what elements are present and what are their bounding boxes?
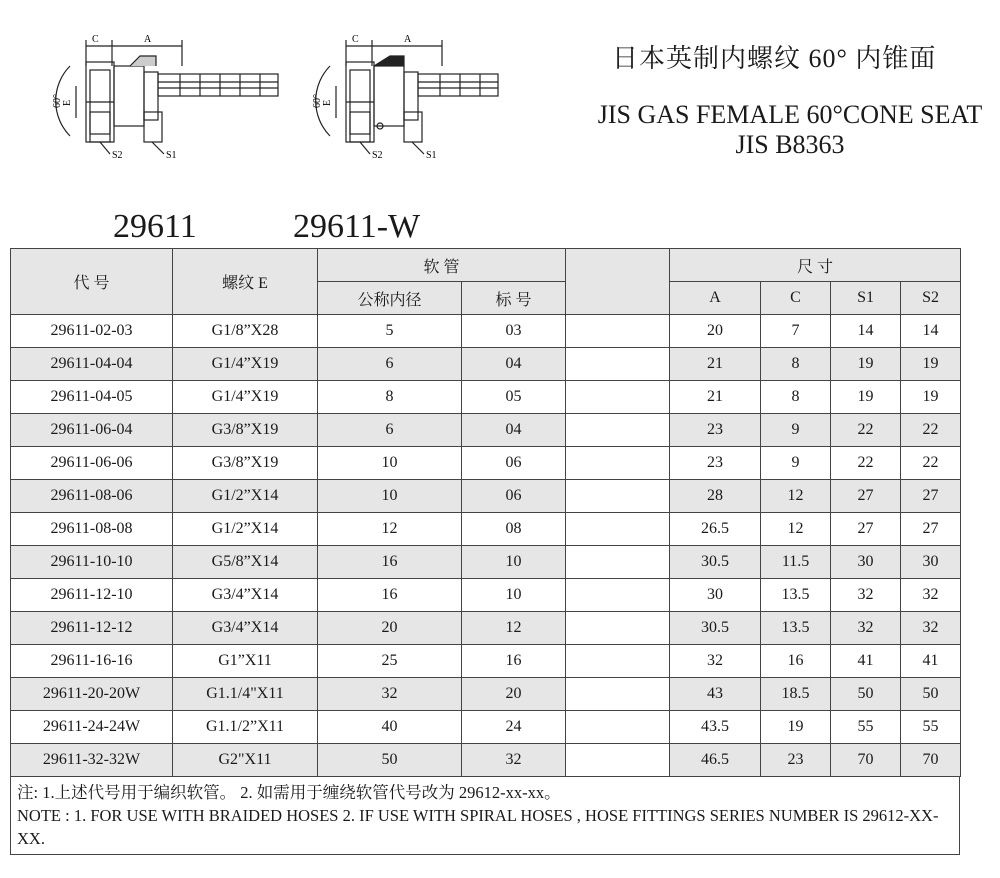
cell-nominal: 40 xyxy=(318,711,462,744)
cell-mark: 24 xyxy=(462,711,566,744)
cell-thread: G1/2”X14 xyxy=(173,513,318,546)
cell-nominal: 6 xyxy=(318,348,462,381)
cell-c: 13.5 xyxy=(761,579,831,612)
table-row xyxy=(11,612,961,645)
cell-blank xyxy=(566,612,670,645)
cell-c: 23 xyxy=(761,744,831,777)
cell-s1: 27 xyxy=(831,513,901,546)
cell-blank xyxy=(566,744,670,777)
header-blank xyxy=(566,249,670,315)
title-english-line2: JIS B8363 xyxy=(735,130,845,159)
table-row xyxy=(11,546,961,579)
cell-blank xyxy=(566,513,670,546)
cell-thread: G2"X11 xyxy=(173,744,318,777)
dim-label-s2-2: S2 xyxy=(372,150,383,161)
cell-s2: 19 xyxy=(901,348,961,381)
table-row xyxy=(11,513,961,546)
cell-thread: G5/8”X14 xyxy=(173,546,318,579)
cell-a: 43 xyxy=(670,678,761,711)
dim-label-a-2: A xyxy=(404,34,412,45)
cell-s2: 19 xyxy=(901,381,961,414)
cell-s1: 30 xyxy=(831,546,901,579)
cell-s1: 14 xyxy=(831,315,901,348)
model-number-1: 29611 xyxy=(113,208,197,245)
cell-nominal: 16 xyxy=(318,579,462,612)
cell-a: 43.5 xyxy=(670,711,761,744)
cell-mark: 06 xyxy=(462,480,566,513)
cell-a: 21 xyxy=(670,348,761,381)
cell-s1: 19 xyxy=(831,348,901,381)
cell-thread: G1/4”X19 xyxy=(173,348,318,381)
cell-nominal: 10 xyxy=(318,447,462,480)
dim-label-s1-2: S1 xyxy=(426,150,437,161)
table-row xyxy=(11,447,961,480)
cell-thread: G1/8”X28 xyxy=(173,315,318,348)
cell-mark: 32 xyxy=(462,744,566,777)
header-hose: 软 管 xyxy=(318,249,566,282)
cell-c: 13.5 xyxy=(761,612,831,645)
cell-mark: 10 xyxy=(462,579,566,612)
dim-label-e-2: E xyxy=(322,99,333,106)
cell-c: 18.5 xyxy=(761,678,831,711)
cell-nominal: 25 xyxy=(318,645,462,678)
cell-blank xyxy=(566,348,670,381)
dim-label-s2: S2 xyxy=(112,150,123,161)
cell-blank xyxy=(566,711,670,744)
cell-c: 19 xyxy=(761,711,831,744)
header-s1: S1 xyxy=(831,282,901,315)
cell-s1: 41 xyxy=(831,645,901,678)
cell-s2: 50 xyxy=(901,678,961,711)
cell-mark: 16 xyxy=(462,645,566,678)
cell-mark: 20 xyxy=(462,678,566,711)
cell-mark: 08 xyxy=(462,513,566,546)
cell-s2: 22 xyxy=(901,447,961,480)
cell-blank xyxy=(566,315,670,348)
cell-code: 29611-06-04 xyxy=(11,414,173,447)
cell-thread: G1”X11 xyxy=(173,645,318,678)
cell-c: 7 xyxy=(761,315,831,348)
cell-thread: G1.1/2”X11 xyxy=(173,711,318,744)
cell-s1: 22 xyxy=(831,447,901,480)
cell-a: 32 xyxy=(670,645,761,678)
cell-c: 9 xyxy=(761,414,831,447)
table-row xyxy=(11,414,961,447)
cell-s2: 70 xyxy=(901,744,961,777)
header-dims: 尺 寸 xyxy=(670,249,961,282)
cell-blank xyxy=(566,381,670,414)
cell-s1: 22 xyxy=(831,414,901,447)
note-chinese: 注: 1.上述代号用于编织软管。 2. 如需用于缠绕软管代号改为 29612-xx-xx。 xyxy=(17,783,561,802)
cell-c: 16 xyxy=(761,645,831,678)
model-number-2: 29611-W xyxy=(293,208,421,245)
cell-s2: 32 xyxy=(901,612,961,645)
cell-code: 29611-20-20W xyxy=(11,678,173,711)
header-a: A xyxy=(670,282,761,315)
table-row xyxy=(11,381,961,414)
cell-s1: 32 xyxy=(831,612,901,645)
cell-code: 29611-08-06 xyxy=(11,480,173,513)
cell-nominal: 16 xyxy=(318,546,462,579)
cell-blank xyxy=(566,645,670,678)
cell-mark: 04 xyxy=(462,414,566,447)
cell-nominal: 10 xyxy=(318,480,462,513)
cell-code: 29611-12-10 xyxy=(11,579,173,612)
cell-blank xyxy=(566,546,670,579)
cell-thread: G3/4”X14 xyxy=(173,579,318,612)
header-hose-mark: 标 号 xyxy=(462,282,566,315)
table-row xyxy=(11,315,961,348)
cell-blank xyxy=(566,678,670,711)
cell-thread: G1/4”X19 xyxy=(173,381,318,414)
cell-s1: 32 xyxy=(831,579,901,612)
dim-label-s1: S1 xyxy=(166,150,177,161)
cell-nominal: 20 xyxy=(318,612,462,645)
cell-thread: G3/8”X19 xyxy=(173,447,318,480)
note-english: NOTE : 1. FOR USE WITH BRAIDED HOSES 2. IF USE WITH SPIRAL HOSES , HOSE FITTINGS SERIES NUMBER IS 29612-XX-XX. xyxy=(17,806,939,848)
dim-label-a: A xyxy=(144,34,152,45)
dim-label-angle: 60° xyxy=(52,94,63,108)
dim-label-c-2: C xyxy=(352,34,359,45)
cell-s2: 22 xyxy=(901,414,961,447)
notes xyxy=(10,777,960,855)
cell-c: 11.5 xyxy=(761,546,831,579)
cell-s2: 14 xyxy=(901,315,961,348)
cell-code: 29611-32-32W xyxy=(11,744,173,777)
cell-code: 29611-02-03 xyxy=(11,315,173,348)
cell-code: 29611-16-16 xyxy=(11,645,173,678)
cell-nominal: 8 xyxy=(318,381,462,414)
cell-thread: G3/4”X14 xyxy=(173,612,318,645)
table-row xyxy=(11,348,961,381)
cell-a: 23 xyxy=(670,414,761,447)
table-row xyxy=(11,678,961,711)
cell-s2: 30 xyxy=(901,546,961,579)
cell-a: 26.5 xyxy=(670,513,761,546)
cell-nominal: 12 xyxy=(318,513,462,546)
cell-nominal: 50 xyxy=(318,744,462,777)
cell-a: 30.5 xyxy=(670,612,761,645)
cell-a: 28 xyxy=(670,480,761,513)
cell-c: 12 xyxy=(761,480,831,513)
cell-s2: 32 xyxy=(901,579,961,612)
cell-mark: 05 xyxy=(462,381,566,414)
header-thread: 螺纹 E xyxy=(173,249,318,315)
cell-s2: 27 xyxy=(901,513,961,546)
dim-label-e: E xyxy=(62,99,73,106)
cell-s1: 19 xyxy=(831,381,901,414)
header-code: 代 号 xyxy=(11,249,173,315)
header-c: C xyxy=(761,282,831,315)
dim-label-angle-2: 60° xyxy=(312,94,323,108)
cell-thread: G1.1/4"X11 xyxy=(173,678,318,711)
cell-s1: 27 xyxy=(831,480,901,513)
fitting-drawing-left xyxy=(40,26,300,166)
cell-a: 20 xyxy=(670,315,761,348)
cell-blank xyxy=(566,579,670,612)
header-hose-nominal: 公称内径 xyxy=(318,282,462,315)
table-row xyxy=(11,579,961,612)
cell-mark: 12 xyxy=(462,612,566,645)
title-english xyxy=(580,100,1000,160)
cell-nominal: 32 xyxy=(318,678,462,711)
cell-code: 29611-08-08 xyxy=(11,513,173,546)
cell-s1: 50 xyxy=(831,678,901,711)
title-english-line1: JIS GAS FEMALE 60°CONE SEAT xyxy=(597,100,983,129)
cell-nominal: 6 xyxy=(318,414,462,447)
cell-c: 8 xyxy=(761,348,831,381)
cell-s2: 55 xyxy=(901,711,961,744)
cell-code: 29611-04-04 xyxy=(11,348,173,381)
cell-c: 9 xyxy=(761,447,831,480)
cell-nominal: 5 xyxy=(318,315,462,348)
cell-mark: 04 xyxy=(462,348,566,381)
fitting-drawing-right xyxy=(300,26,560,166)
cell-mark: 10 xyxy=(462,546,566,579)
cell-s1: 70 xyxy=(831,744,901,777)
cell-code: 29611-04-05 xyxy=(11,381,173,414)
cell-a: 30 xyxy=(670,579,761,612)
spec-table-container xyxy=(10,248,960,855)
header-s2: S2 xyxy=(901,282,961,315)
cell-thread: G1/2”X14 xyxy=(173,480,318,513)
spec-table-body xyxy=(11,315,961,777)
cell-c: 12 xyxy=(761,513,831,546)
cell-code: 29611-06-06 xyxy=(11,447,173,480)
cell-a: 21 xyxy=(670,381,761,414)
cell-blank xyxy=(566,447,670,480)
title-chinese: 日本英制内螺纹 60° 内锥面 xyxy=(612,44,937,73)
cell-a: 46.5 xyxy=(670,744,761,777)
cell-mark: 06 xyxy=(462,447,566,480)
table-row xyxy=(11,480,961,513)
table-row xyxy=(11,645,961,678)
cell-mark: 03 xyxy=(462,315,566,348)
cell-code: 29611-12-12 xyxy=(11,612,173,645)
cell-code: 29611-24-24W xyxy=(11,711,173,744)
cell-code: 29611-10-10 xyxy=(11,546,173,579)
cell-s1: 55 xyxy=(831,711,901,744)
cell-blank xyxy=(566,480,670,513)
table-row xyxy=(11,711,961,744)
cell-a: 30.5 xyxy=(670,546,761,579)
spec-table xyxy=(10,248,961,777)
cell-a: 23 xyxy=(670,447,761,480)
cell-blank xyxy=(566,414,670,447)
cell-thread: G3/8”X19 xyxy=(173,414,318,447)
table-row xyxy=(11,744,961,777)
cell-s2: 27 xyxy=(901,480,961,513)
cell-c: 8 xyxy=(761,381,831,414)
dim-label-c: C xyxy=(92,34,99,45)
cell-s2: 41 xyxy=(901,645,961,678)
